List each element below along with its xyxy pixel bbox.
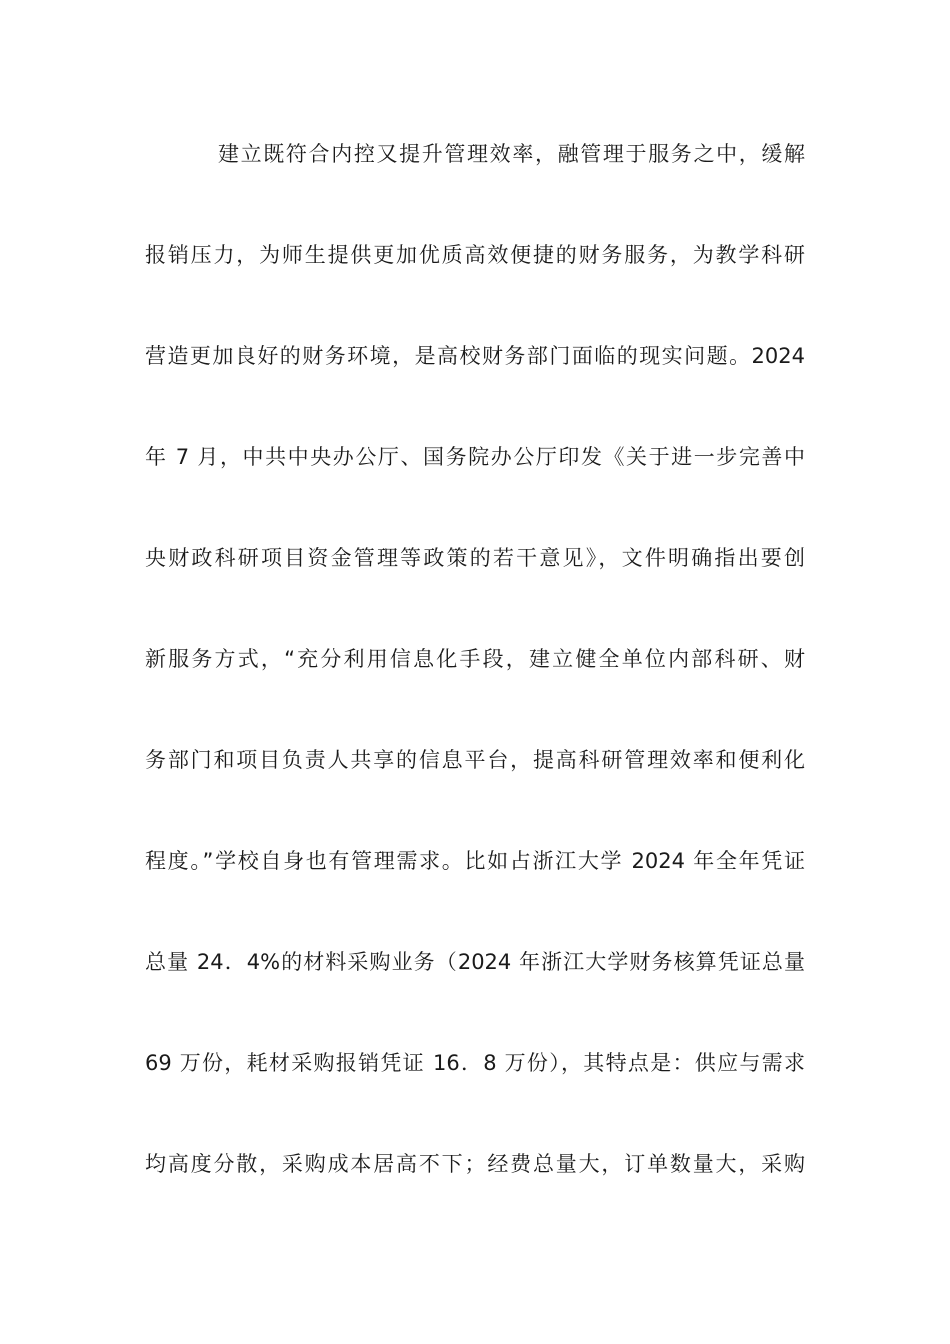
body-paragraph	[145, 126, 805, 1237]
text-line: 报销压力，为师生提供更加优质高效便捷的财务服务，为教学科研	[145, 243, 805, 267]
text-line: 总量 24．4%的材料采购业务（2024 年浙江大学财务核算凭证总量	[145, 950, 805, 974]
text-line: 程度。”学校自身也有管理需求。比如占浙江大学 2024 年全年凭证	[145, 849, 805, 873]
text-line: 新服务方式，“充分利用信息化手段，建立健全单位内部科研、财	[145, 647, 805, 671]
text-line: 营造更加良好的财务环境，是高校财务部门面临的现实问题。2024	[145, 344, 805, 368]
text-line: 央财政科研项目资金管理等政策的若干意见》，文件明确指出要创	[145, 546, 805, 570]
text-line: 均高度分散，采购成本居高不下；经费总量大，订单数量大，采购	[145, 1152, 805, 1176]
text-line: 69 万份，耗材采购报销凭证 16．8 万份），其特点是：供应与需求	[145, 1051, 805, 1075]
text-line: 年 7 月，中共中央办公厅、国务院办公厅印发《关于进一步完善中	[145, 445, 805, 469]
text-line: 建立既符合内控又提升管理效率，融管理于服务之中，缓解	[218, 142, 805, 166]
text-line: 务部门和项目负责人共享的信息平台，提高科研管理效率和便利化	[145, 748, 805, 772]
